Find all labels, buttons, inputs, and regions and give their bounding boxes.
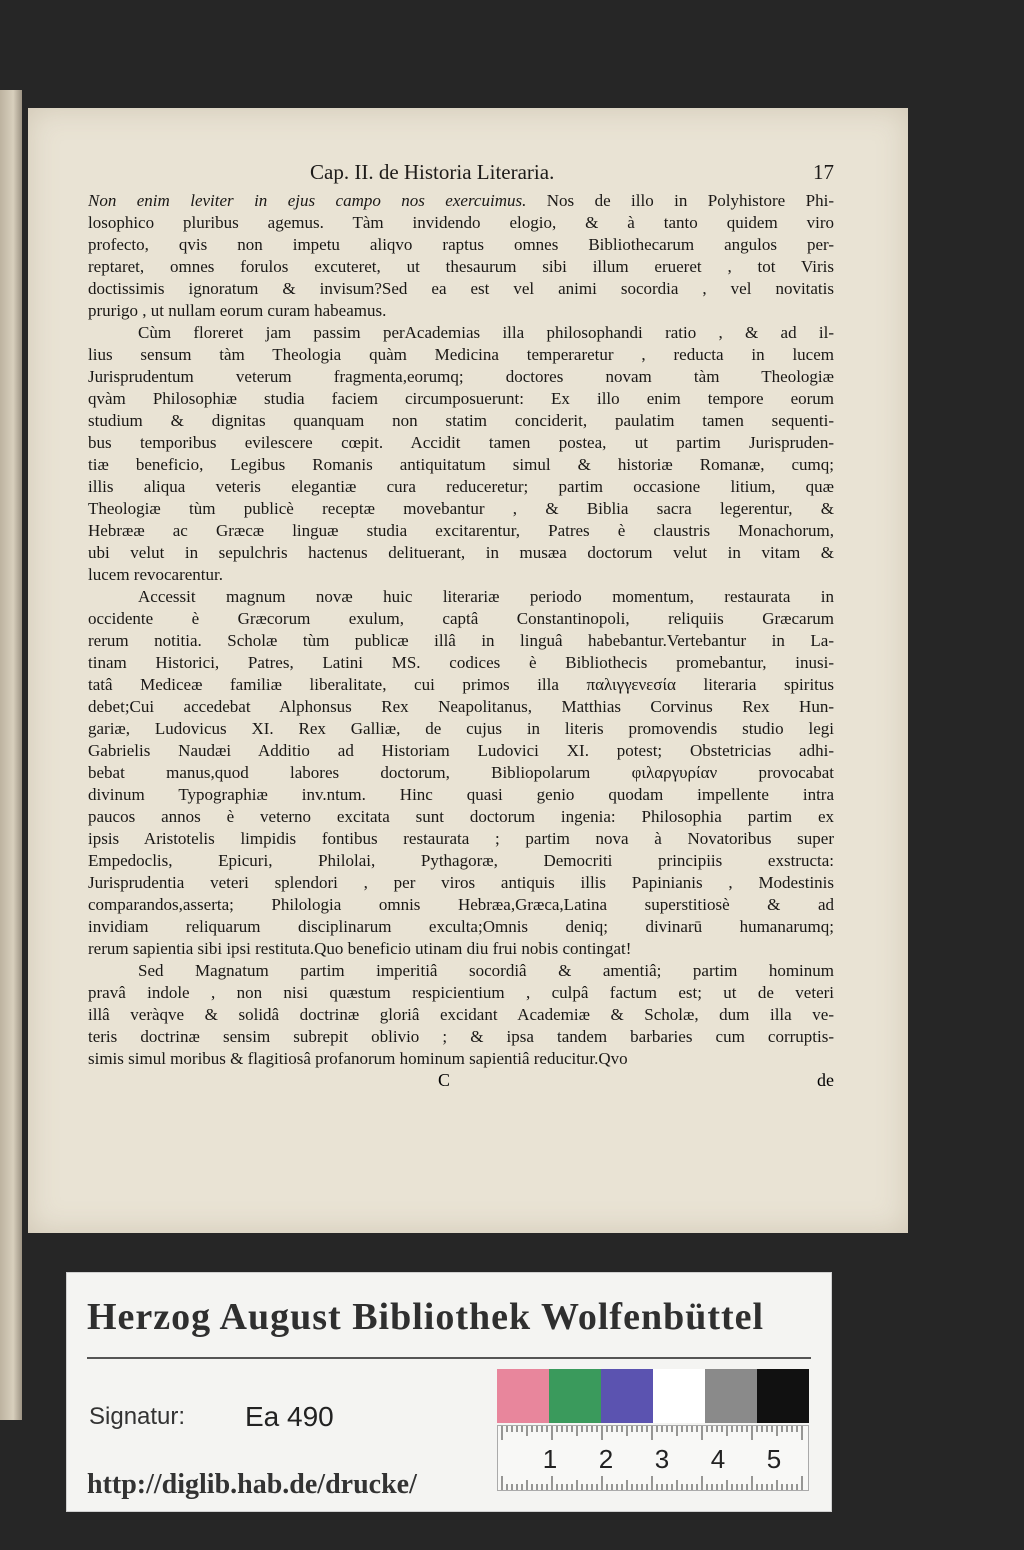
text-line	[88, 850, 834, 872]
ruler-number: 1	[542, 1444, 558, 1474]
line-text: profecto, qvis non impetu aliqvo raptus omnes Bibliothecarum angulos per-	[88, 235, 834, 254]
text-line	[88, 212, 834, 234]
text-line	[88, 806, 834, 828]
text-line	[88, 784, 834, 806]
line-text: qvàm Philosophiæ studia faciem circumposuerunt: Ex illo enim tempore eorum	[88, 389, 834, 408]
text-line	[88, 894, 834, 916]
line-text: tinam Historici, Patres, Latini MS. codices è Bibliothecis promebantur, inusi-	[88, 653, 834, 672]
line-text: invidiam reliquarum disciplinarum exculta;Omnis deniq; divinarū humanarumq;	[88, 917, 834, 936]
line-text: bebat manus,quod labores doctorum, Bibliopolarum φιλαργυρίαν provocabat	[88, 763, 834, 782]
color-patch	[653, 1369, 705, 1423]
signatur-label: Signatur:	[89, 1403, 186, 1430]
line-text: comparandos,asserta; Philologia omnis Hebræa,Græca,Latina superstitiosè & ad	[88, 895, 834, 914]
line-text: ipsis Aristotelis limpidis fontibus restaurata ; partim nova à Novatoribus super	[88, 829, 834, 848]
text-line	[88, 586, 834, 608]
line-text: Jurisprudentum veterum fragmenta,eorumq; doctores novam tàm Theologiæ	[88, 367, 834, 386]
line-text: doctissimis ignoratum & invisum?Sed ea est vel animi socordia , vel novitatis	[88, 279, 834, 298]
line-text: reptaret, omnes forulos excuteret, ut thesaurum sibi illum erueret , tot Viris	[88, 257, 834, 276]
line-text: prurigo , ut nullam eorum curam habeamus.	[88, 301, 387, 320]
text-line	[88, 454, 834, 476]
text-line	[88, 652, 834, 674]
text-line	[88, 828, 834, 850]
line-text: tiæ beneficio, Legibus Romanis antiquitatum simul & historiæ Romanæ, cumq;	[88, 455, 834, 474]
line-text: teris doctrinæ sensim subrepit oblivio ; & ipsa tandem barbaries cum corruptis-	[88, 1027, 834, 1046]
color-patch	[497, 1369, 549, 1423]
running-title: Cap. II. de Historia Literaria.	[310, 160, 555, 184]
line-text: Accessit magnum novæ huic literariæ periodo momentum, restaurata in	[138, 587, 834, 606]
text-line	[88, 1004, 834, 1026]
text-line	[88, 410, 834, 432]
text-line	[88, 498, 834, 520]
text-line	[88, 740, 834, 762]
italic-text: Non enim leviter in ejus campo nos exercuimus.	[88, 191, 527, 210]
page-text-block	[88, 160, 834, 1092]
line-text: Nos de illo in Polyhistore Phi-	[526, 191, 834, 210]
text-line	[88, 256, 834, 278]
text-line	[88, 1048, 834, 1070]
scale-ruler	[497, 1425, 809, 1491]
label-divider	[87, 1357, 811, 1359]
page-number: 17	[813, 160, 834, 184]
catchword: de	[817, 1070, 834, 1090]
paragraph	[88, 322, 834, 586]
line-text: illis aliqua veteris elegantiæ cura reduceretur; partim occasione litium, quæ	[88, 477, 834, 496]
ruler-number: 2	[598, 1444, 614, 1474]
text-line	[88, 872, 834, 894]
color-patch	[757, 1369, 809, 1423]
line-text: Theologiæ tùm publicè receptæ movebantur , & Biblia sacra legerentur, &	[88, 499, 834, 518]
paragraph	[88, 960, 834, 1070]
text-line	[88, 520, 834, 542]
line-text: paucos annos è veterno excitata sunt doctorum ingenia: Philosophia partim ex	[88, 807, 834, 826]
line-text: Empedoclis, Epicuri, Philolai, Pythagoræ, Democriti principiis exstructa:	[88, 851, 834, 870]
page-footer	[88, 1070, 834, 1092]
library-label-card	[66, 1272, 832, 1512]
line-text: rerum notitia. Scholæ tùm publicæ illâ in linguâ habebantur.Vertebantur in La-	[88, 631, 834, 650]
line-text: simis simul moribus & flagitiosâ profanorum hominum sapientiâ reducitur.Qvo	[88, 1049, 628, 1068]
line-text: gariæ, Ludovicus XI. Rex Galliæ, de cujus in literis promovendis studio legi	[88, 719, 834, 738]
text-line	[88, 1026, 834, 1048]
line-text: studium & dignitas quanquam non statim conciderit, paulatim tamen sequenti-	[88, 411, 834, 430]
line-text: Cùm floreret jam passim perAcademias illa philosophandi ratio , & ad il-	[138, 323, 834, 342]
text-line	[88, 388, 834, 410]
color-patch	[601, 1369, 653, 1423]
text-line	[88, 696, 834, 718]
color-calibration-strip	[497, 1369, 809, 1423]
signature-mark: C	[438, 1070, 451, 1090]
page-header	[88, 160, 834, 190]
text-line	[88, 344, 834, 366]
body-text	[88, 190, 834, 1070]
color-patch	[705, 1369, 757, 1423]
text-line	[88, 234, 834, 256]
line-text: pravâ indole , non nisi quæstum respicientium , culpâ factum est; ut de veteri	[88, 983, 834, 1002]
paragraph	[88, 190, 834, 322]
paragraph	[88, 586, 834, 960]
text-line	[88, 476, 834, 498]
library-url[interactable]: http://diglib.hab.de/drucke/	[87, 1469, 417, 1500]
line-text: divinum Typographiæ inv.ntum. Hinc quasi genio quodam impellente intra	[88, 785, 834, 804]
text-line	[88, 542, 834, 564]
signatur-value: Ea 490	[245, 1401, 334, 1432]
book-page	[28, 108, 908, 1233]
ruler-number: 4	[710, 1444, 726, 1474]
text-line	[88, 366, 834, 388]
line-text: Gabrielis Naudæi Additio ad Historiam Ludovici XI. potest; Obstetricias adhi-	[88, 741, 834, 760]
line-text: rerum sapientia sibi ipsi restituta.Quo beneficio utinam diu frui nobis contingat!	[88, 939, 632, 958]
text-line	[88, 432, 834, 454]
line-text: Sed Magnatum partim imperitiâ socordiâ & amentiâ; partim hominum	[138, 961, 834, 980]
line-text: occidente è Græcorum exulum, captâ Constantinopoli, reliquiis Græcarum	[88, 609, 834, 628]
text-line	[88, 190, 834, 212]
text-line	[88, 300, 834, 322]
facing-page-edge	[0, 90, 22, 1420]
line-text: bus temporibus evilescere cœpit. Accidit tamen postea, ut partim Jurispruden-	[88, 433, 834, 452]
text-line	[88, 960, 834, 982]
text-line	[88, 916, 834, 938]
line-text: Hebrææ ac Græcæ linguæ studia excitarentur, Patres è claustris Monachorum,	[88, 521, 834, 540]
library-name: Herzog August Bibliothek Wolfenbüttel	[87, 1296, 765, 1338]
line-text: losophico pluribus agemus. Tàm invidendo elogio, & à tanto quidem viro	[88, 213, 834, 232]
text-line	[88, 938, 834, 960]
line-text: lius sensum tàm Theologia quàm Medicina temperaretur , reducta in lucem	[88, 345, 834, 364]
text-line	[88, 718, 834, 740]
line-text: tatâ Mediceæ familiæ liberalitate, cui primos illa παλιγγενεσία literaria spiritus	[88, 675, 834, 694]
text-line	[88, 674, 834, 696]
ruler-number: 5	[766, 1444, 782, 1474]
text-line	[88, 278, 834, 300]
text-line	[88, 982, 834, 1004]
ruler-number: 3	[654, 1444, 670, 1474]
line-text: Jurisprudentia veteri splendori , per viros antiquis illis Papinianis , Modestinis	[88, 873, 834, 892]
text-line	[88, 322, 834, 344]
text-line	[88, 762, 834, 784]
line-text: debet;Cui accedebat Alphonsus Rex Neapolitanus, Matthias Corvinus Rex Hun-	[88, 697, 834, 716]
color-patch	[549, 1369, 601, 1423]
text-line	[88, 630, 834, 652]
line-text: illâ veràqve & solidâ doctrinæ gloriâ excidant Academiæ & Scholæ, dum illa ve-	[88, 1005, 834, 1024]
line-text: ubi velut in sepulchris hactenus delituerant, in musæa doctorum velut in vitam &	[88, 543, 834, 562]
text-line	[88, 608, 834, 630]
line-text: lucem revocarentur.	[88, 565, 223, 584]
text-line	[88, 564, 834, 586]
